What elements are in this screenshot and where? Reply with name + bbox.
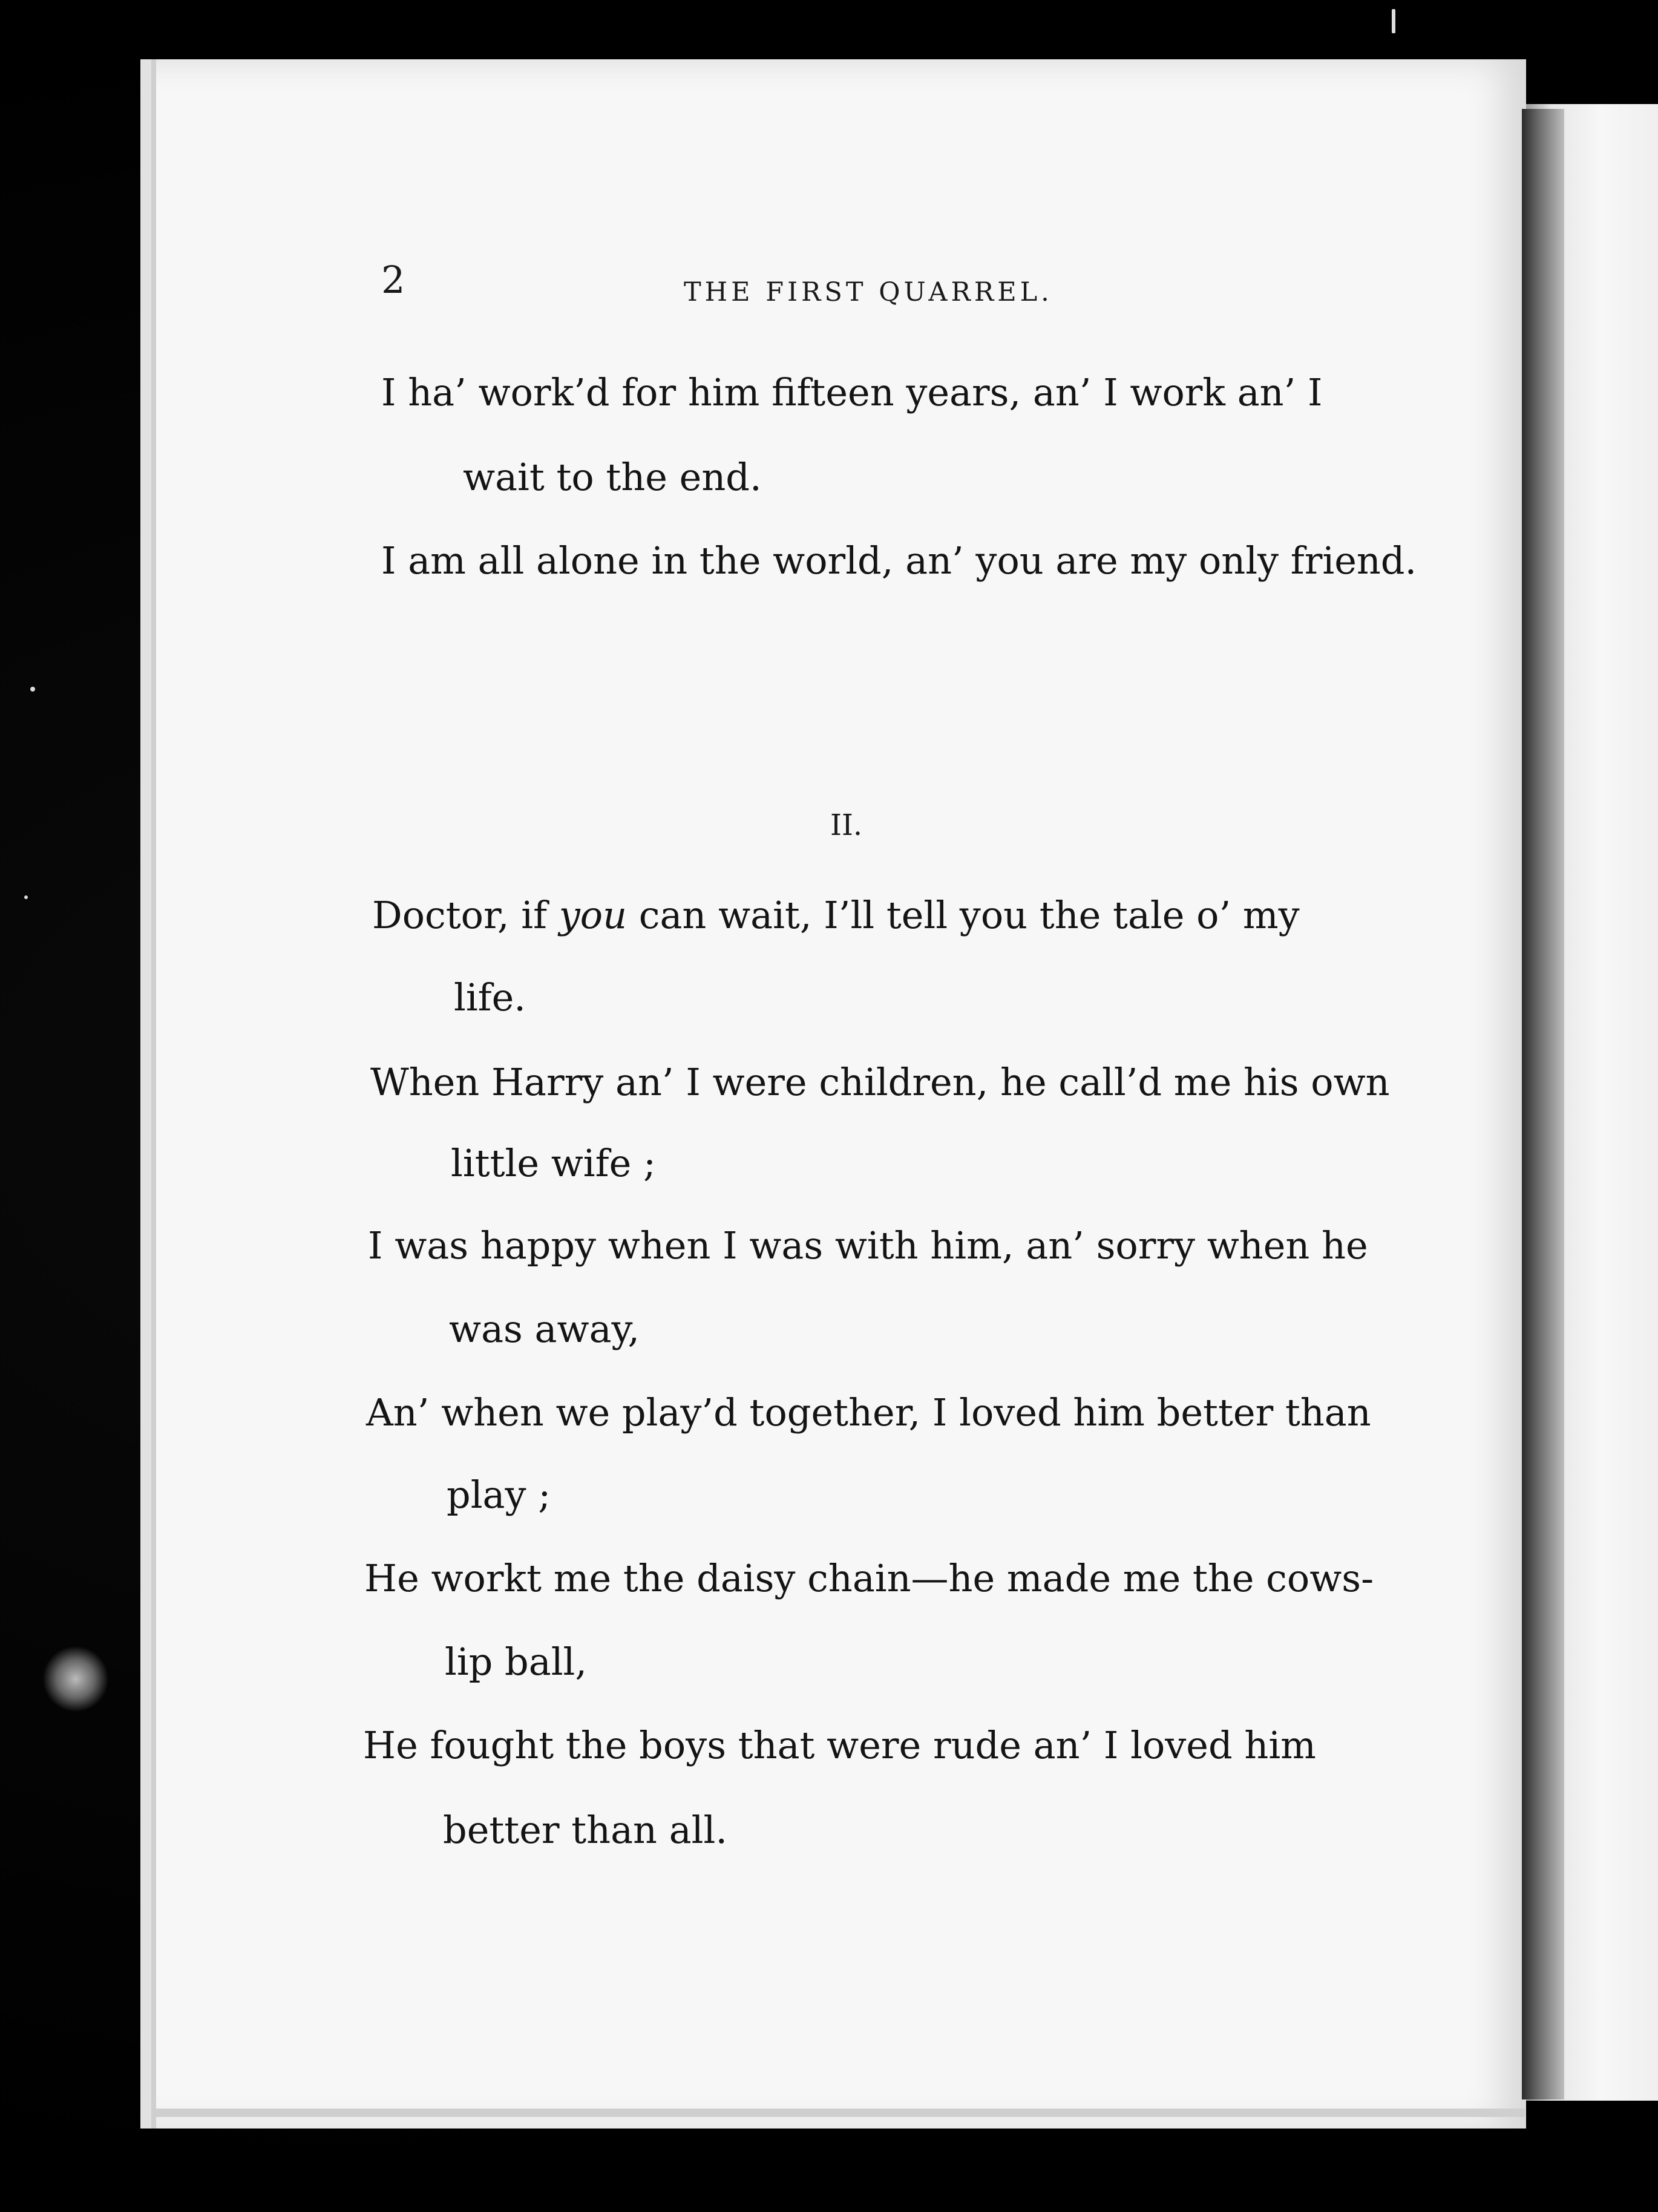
section-numeral: II. (830, 808, 863, 842)
verse-line-indent: better than all. (443, 1808, 728, 1852)
verse-line-indent: lip ball, (445, 1640, 588, 1684)
verse-emphasis: you (559, 893, 627, 937)
page-gutter-shadow (1522, 109, 1564, 2099)
verse-line-indent: play ; (447, 1473, 551, 1517)
dust-speck (42, 1646, 109, 1712)
page-bottom-edge (151, 2109, 1525, 2117)
dust-speck (1392, 9, 1395, 33)
verse-line: He fought the boys that were rude an’ I loved him (363, 1723, 1316, 1767)
verse-line: He workt me the daisy chain—he made me the cows- (364, 1556, 1374, 1600)
verse-line-indent: wait to the end. (463, 455, 762, 499)
verse-line: An’ when we play’d together, I loved him better than (366, 1390, 1371, 1435)
verse-line: I ha’ work’d for him fifteen years, an’ I work an’ I (381, 370, 1323, 414)
verse-line-indent: life. (454, 975, 526, 1019)
running-head: THE FIRST QUARREL. (684, 277, 1053, 307)
verse-text: Doctor, if (372, 893, 559, 937)
verse-line-indent: little wife ; (451, 1141, 656, 1185)
dust-speck (30, 687, 35, 692)
verse-line (372, 893, 1300, 937)
dust-speck (24, 895, 28, 899)
verse-line-indent: was away, (449, 1307, 640, 1351)
verse-line: I am all alone in the world, an’ you are my only friend. (381, 538, 1417, 583)
page-number: 2 (381, 258, 405, 302)
verse-line: When Harry an’ I were children, he call’d me his own (370, 1060, 1390, 1104)
verse-line: I was happy when I was with him, an’ sorry when he (368, 1223, 1368, 1268)
verse-text: can wait, I’ll tell you the tale o’ my (627, 893, 1300, 937)
